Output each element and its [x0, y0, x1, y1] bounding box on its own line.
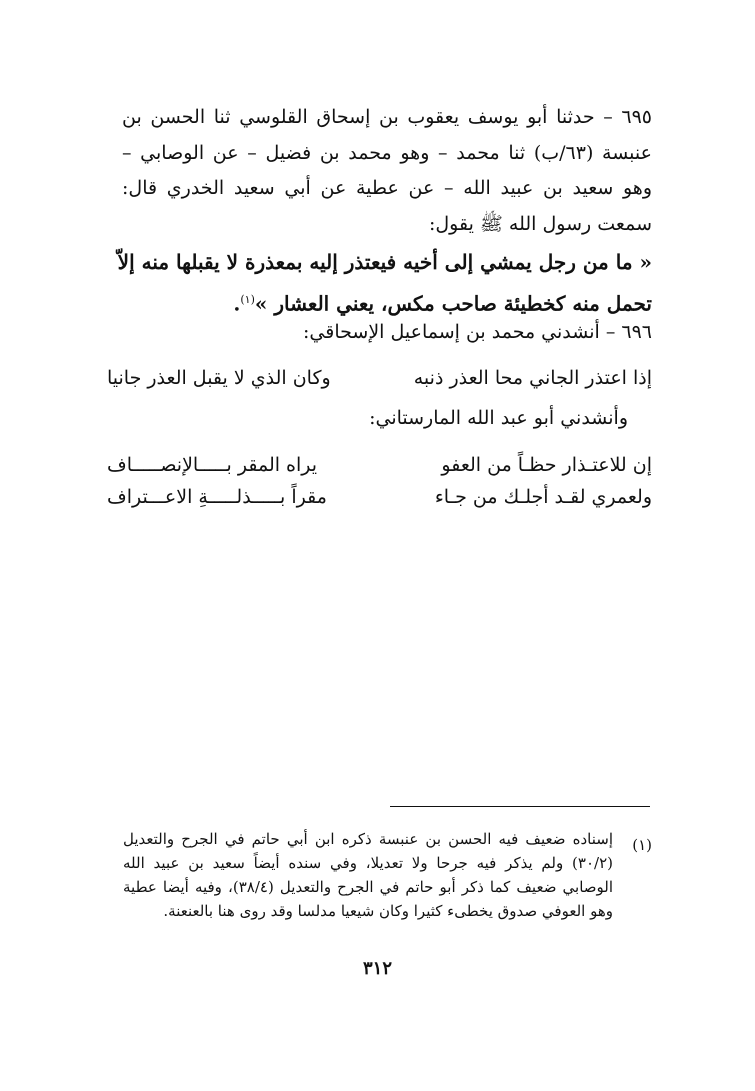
verse-2-second-hemistich: يراه المقر بـــــالإنصـــــاف [107, 454, 318, 476]
footnote-marker: (١) [632, 836, 652, 854]
footnote-reference[interactable]: (١) [240, 293, 255, 306]
second-poem-intro: وأنشدني أبو عبد الله المارستاني: [369, 407, 628, 429]
verse-2-first-hemistich: إن للاعتـذار حظـاً من العفو [441, 454, 652, 476]
verse-3-first-hemistich: ولعمري لقـد أجلـك من جـاء [434, 486, 652, 508]
hadith-matn-end: . [233, 291, 241, 316]
footnote-divider [390, 806, 650, 807]
poem-verse-2 [107, 449, 652, 481]
hadith-matn [112, 244, 652, 323]
footnote-text: إسناده ضعيف فيه الحسن بن عنبسة ذكره ابن أبي حاتم في الجرح والتعديل (٣٠/٢) ولم يذكر فيه جرحا ولا تعديلا، وفي سنده أيضاً سعيد بن عبيد الله الوصابي ضعيف كما ذكر أبو حاتم في الجرح والتعديل (٣٨/٤)، وفيه أيضا عطية وهو العوفي صدوق يخطىء كثيرا وكان شيعيا مدلسا وقد روى هنا بالعنعنة. [123, 830, 613, 920]
page-number: ٣١٢ [362, 958, 392, 979]
verse-1-first-hemistich: إذا اعتذر الجاني محا العذر ذنبه [413, 367, 652, 389]
verse-1-second-hemistich: وكان الذي لا يقبل العذر جانيا [107, 367, 331, 389]
poem-verse-1 [107, 362, 652, 394]
verse-3-second-hemistich: مقراً بـــــذلـــــةِ الاعـــتراف [107, 486, 327, 508]
hadith-matn-text: تحمل منه كخطيئة صاحب مكس، يعني العشار » [254, 291, 652, 316]
hadith-695-isnad: ٦٩٥ – حدثنا أبو يوسف يعقوب بن إسحاق القلوسي ثنا الحسن بن عنبسة (٦٣/ب) ثنا محمد – وهو محمد بن فضيل – عن الوصابي – وهو سعيد بن عبيد الله – عن عطية عن أبي سعيد الخدري قال: سمعت رسول الله ﷺ يقول: [122, 106, 652, 235]
poem-verse-3 [107, 481, 652, 513]
hadith-matn-line-1: « ما من رجل يمشي إلى أخيه فيعتذر إليه بمعذرة لا يقبلها منه إلاّ [117, 250, 652, 274]
entry-696-intro: ٦٩٦ – أنشدني محمد بن إسماعيل الإسحاقي: [303, 321, 652, 343]
